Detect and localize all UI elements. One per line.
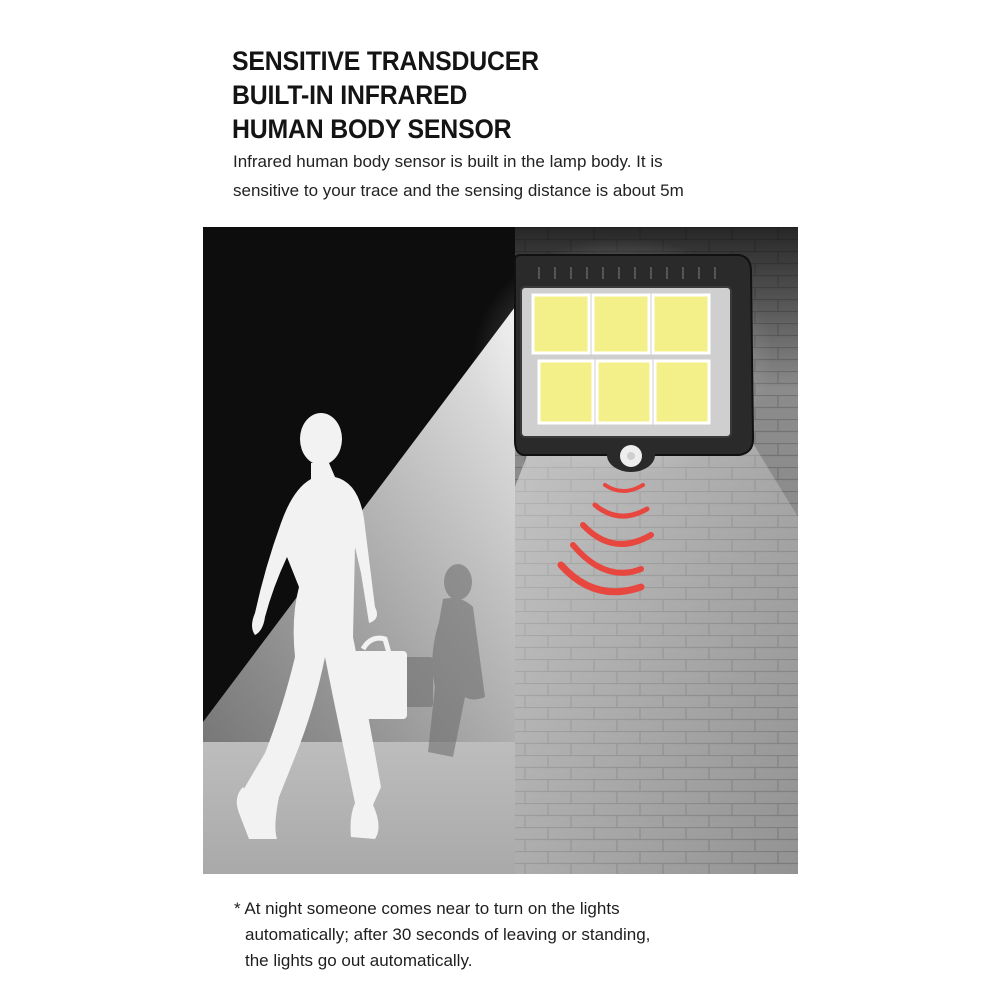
headline-line-2: BUILT-IN INFRARED [232,80,468,110]
pir-sensor-icon [607,438,655,472]
footnote [234,896,650,974]
headline-line-3: HUMAN BODY SENSOR [232,114,512,144]
intro-line-1: Infrared human body sensor is built in the lamp body. It is [233,152,663,171]
intro-text [233,147,684,205]
footnote-line-1: * At night someone comes near to turn on the lights [234,899,620,918]
solar-lamp-icon [515,255,753,455]
light-beam-wall [515,427,798,874]
sensor-illustration [203,227,798,874]
illustration-canvas [203,227,798,874]
footnote-line-3: the lights go out automatically. [245,951,473,970]
footnote-line-2: automatically; after 30 seconds of leaving or standing, [245,925,651,944]
intro-line-2: sensitive to your trace and the sensing distance is about 5m [233,181,684,200]
headline-line-1: SENSITIVE TRANSDUCER [232,46,539,76]
headline [232,44,539,146]
